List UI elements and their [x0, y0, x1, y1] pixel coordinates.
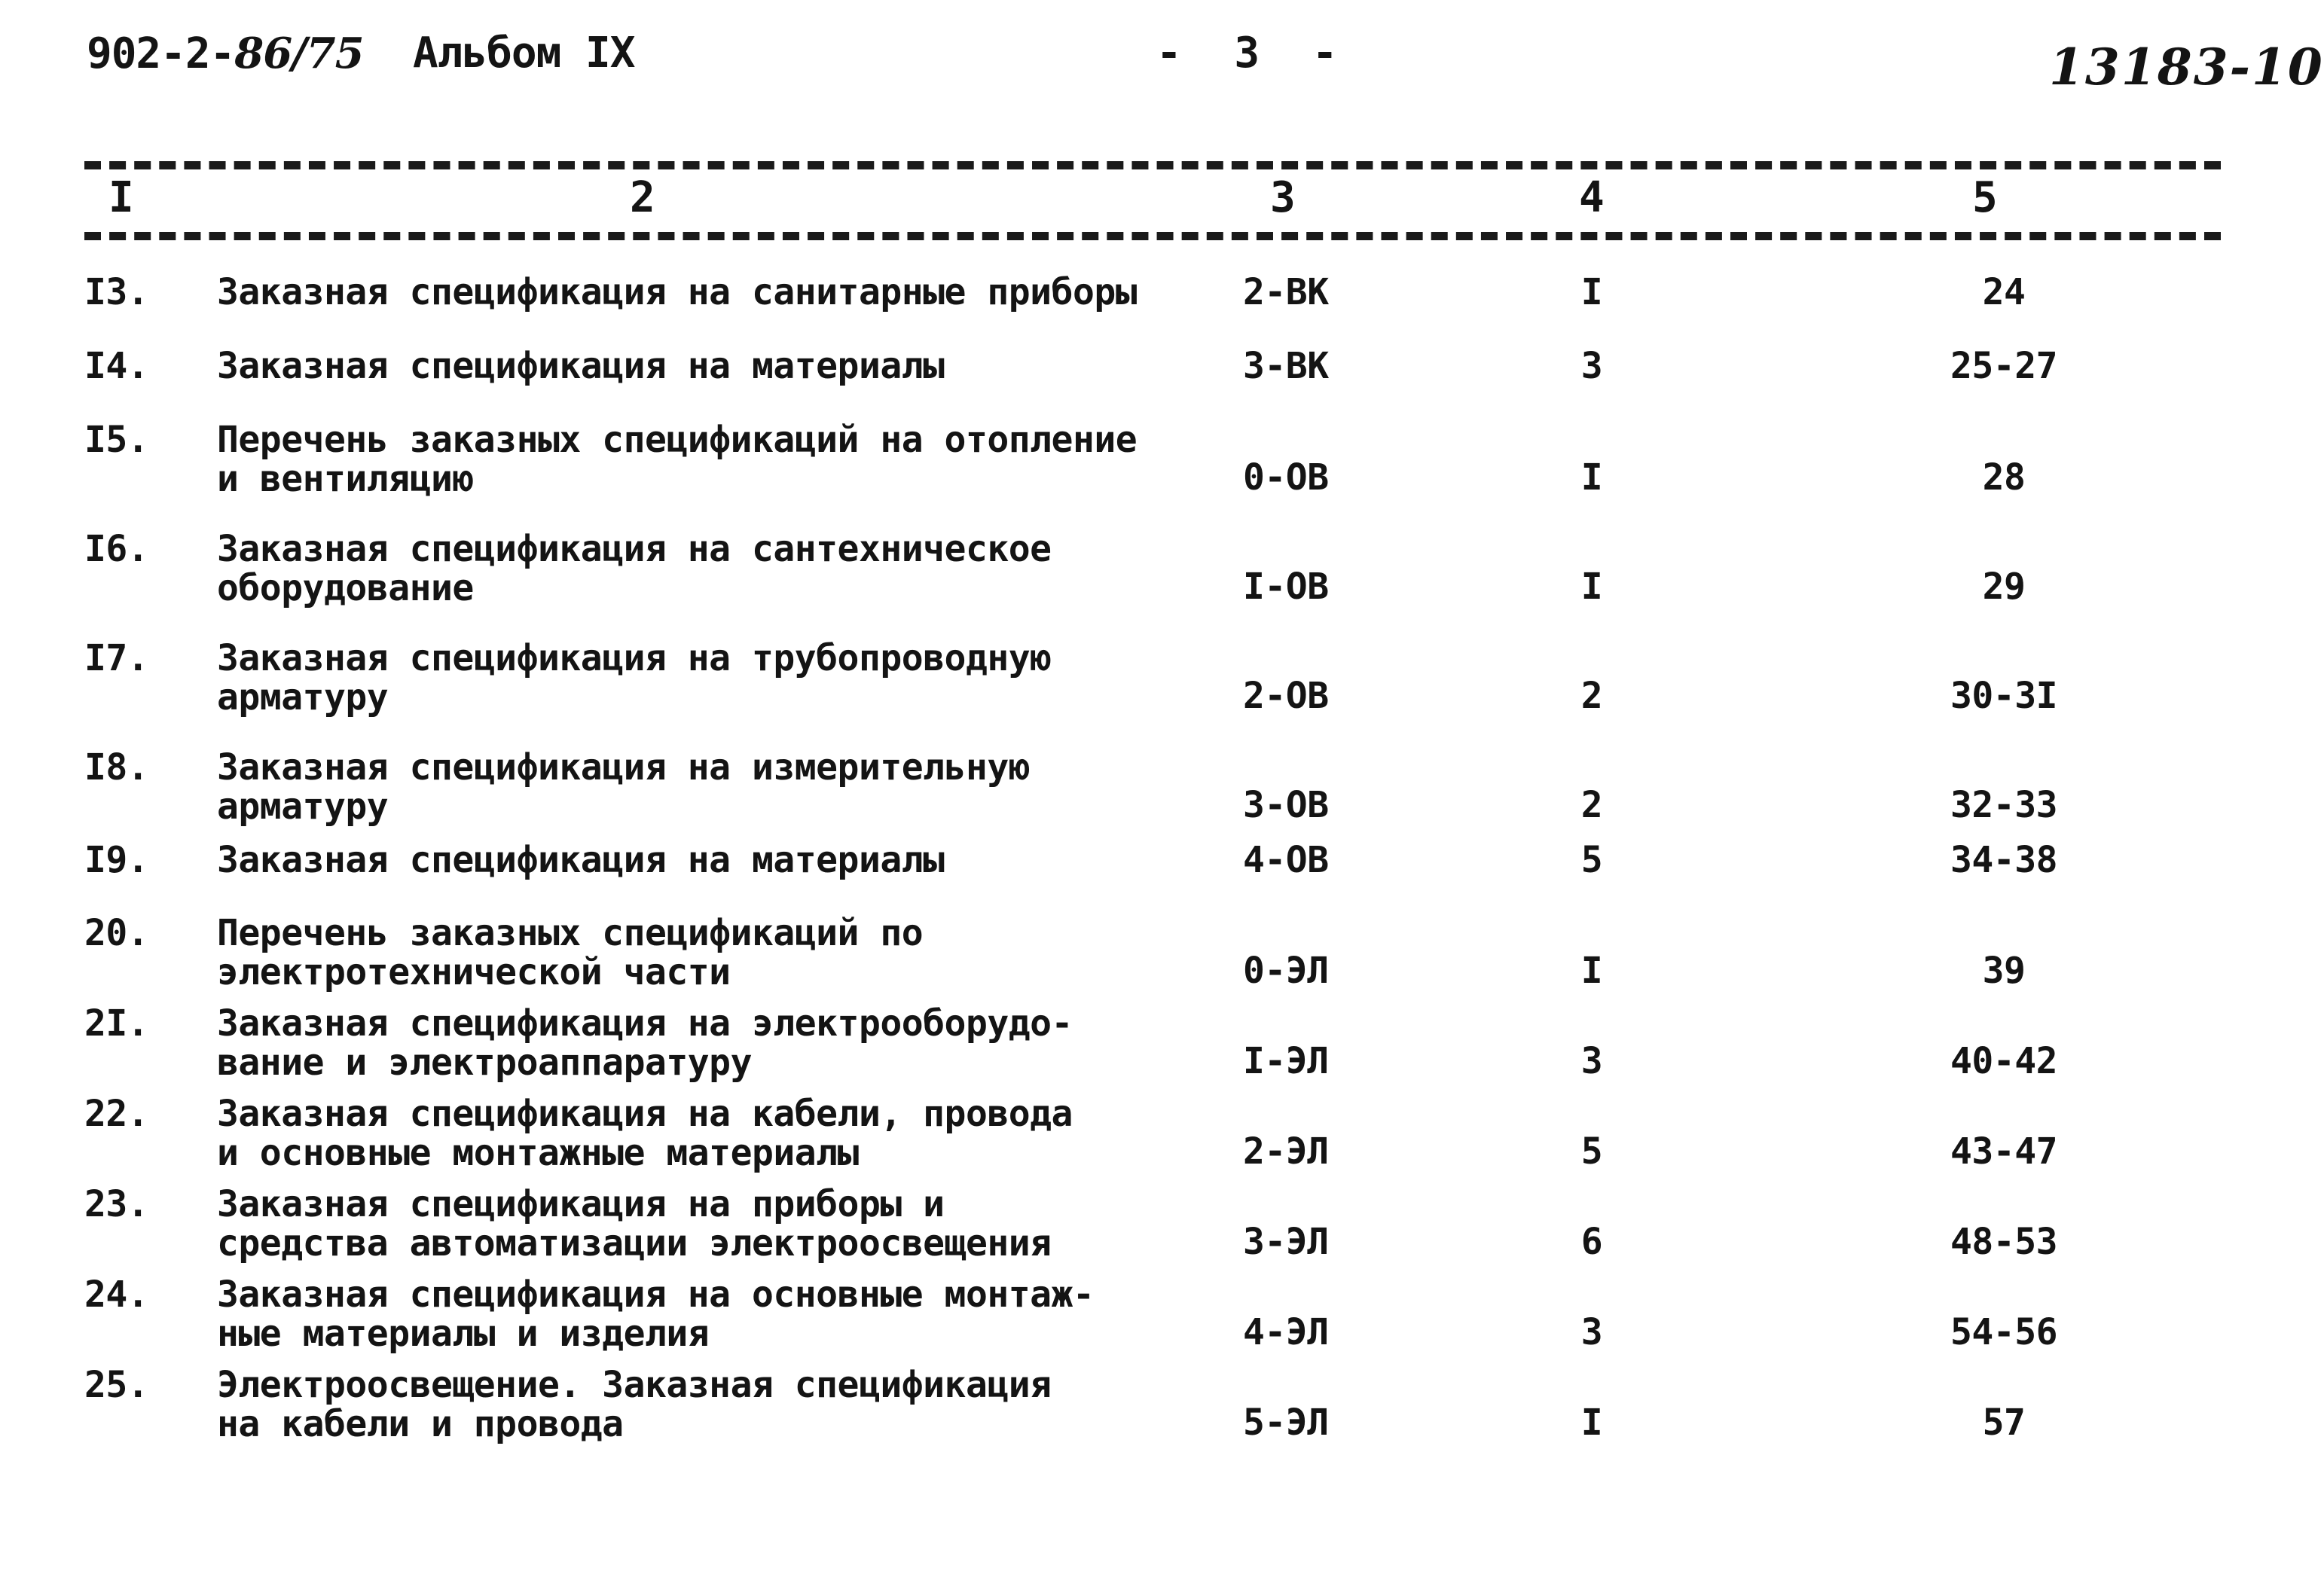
row-number: 22. — [84, 1093, 149, 1135]
row-sheets: I — [1580, 456, 1603, 499]
project-code-prefix: 902-2- — [87, 29, 235, 78]
row-sheets: 3 — [1580, 1040, 1603, 1082]
row-pages: 29 — [1982, 566, 2026, 608]
row-sheets: 5 — [1580, 839, 1603, 881]
row-sheets: 6 — [1580, 1221, 1603, 1263]
header-rule-bottom — [84, 232, 2221, 240]
row-sheets: 3 — [1580, 1311, 1603, 1353]
row-number: I4. — [84, 345, 149, 387]
row-code: I-ОВ — [1243, 566, 1329, 608]
row-title: Заказная спецификация на материалы — [217, 839, 945, 881]
row-pages: 30-3I — [1950, 675, 2057, 717]
row-number: I3. — [84, 271, 149, 313]
row-pages: 54-56 — [1950, 1311, 2057, 1353]
archive-stamp: 13183-10 — [2049, 38, 2324, 96]
row-code: 3-ОВ — [1243, 784, 1329, 826]
row-sheets: I — [1580, 950, 1603, 992]
row-number: 2I. — [84, 1002, 149, 1045]
row-pages: 40-42 — [1950, 1040, 2057, 1082]
page-number: - 3 - — [1156, 29, 1351, 78]
row-title: Заказная спецификация на материалы — [217, 345, 945, 387]
row-title: Электроосвещение. Заказная спецификация на кабели и провода — [217, 1364, 1052, 1445]
row-title: Заказная спецификация на приборы и средства автоматизации электроосвещения — [217, 1183, 1052, 1264]
row-number: 23. — [84, 1183, 149, 1225]
row-pages: 39 — [1982, 950, 2026, 992]
row-pages: 43-47 — [1950, 1130, 2057, 1173]
row-code: 3-ЭЛ — [1243, 1221, 1329, 1263]
row-title: Заказная спецификация на санитарные приборы — [217, 271, 1138, 313]
row-number: I5. — [84, 419, 149, 461]
row-pages: 57 — [1982, 1402, 2026, 1444]
row-code: 2-ЭЛ — [1243, 1130, 1329, 1173]
row-sheets: I — [1580, 566, 1603, 608]
project-code — [87, 29, 364, 78]
row-code: 2-ВК — [1243, 271, 1329, 313]
column-header-4: 4 — [1579, 173, 1605, 222]
row-number: I7. — [84, 637, 149, 679]
row-code: 5-ЭЛ — [1243, 1402, 1329, 1444]
row-number: 20. — [84, 912, 149, 954]
row-title: Заказная спецификация на электрооборудо- вание и электроаппаратуру — [217, 1002, 1073, 1084]
row-pages: 34-38 — [1950, 839, 2057, 881]
row-title: Перечень заказных спецификаций по электротехнической части — [217, 912, 924, 993]
row-pages: 24 — [1982, 271, 2026, 313]
row-code: 2-ОВ — [1243, 675, 1329, 717]
row-title: Заказная спецификация на трубопроводную арматуру — [217, 637, 1052, 718]
column-header-2: 2 — [630, 173, 655, 222]
album-label: Альбом IX — [413, 29, 635, 78]
row-code: 4-ЭЛ — [1243, 1311, 1329, 1353]
row-title: Перечень заказных спецификаций на отопление и вентиляцию — [217, 419, 1138, 500]
row-pages: 32-33 — [1950, 784, 2057, 826]
row-sheets: I — [1580, 271, 1603, 313]
row-title: Заказная спецификация на сантехническое оборудование — [217, 528, 1052, 609]
row-title: Заказная спецификация на кабели, провода и основные монтажные материалы — [217, 1093, 1073, 1174]
row-number: I9. — [84, 839, 149, 881]
row-code: 0-ОВ — [1243, 456, 1329, 499]
row-number: 24. — [84, 1274, 149, 1316]
column-header-5: 5 — [1972, 173, 1998, 222]
row-sheets: 3 — [1580, 345, 1603, 387]
column-header-1: I — [108, 173, 134, 222]
row-pages: 25-27 — [1950, 345, 2057, 387]
row-code: I-ЭЛ — [1243, 1040, 1329, 1082]
row-code: 4-ОВ — [1243, 839, 1329, 881]
row-sheets: 2 — [1580, 784, 1603, 826]
row-sheets: 5 — [1580, 1130, 1603, 1173]
row-title: Заказная спецификация на измерительную арматуру — [217, 746, 1031, 828]
row-code: 0-ЭЛ — [1243, 950, 1329, 992]
row-sheets: I — [1580, 1402, 1603, 1444]
column-header-3: 3 — [1270, 173, 1296, 222]
row-sheets: 2 — [1580, 675, 1603, 717]
row-number: I6. — [84, 528, 149, 570]
row-pages: 48-53 — [1950, 1221, 2057, 1263]
row-number: 25. — [84, 1364, 149, 1406]
row-number: I8. — [84, 746, 149, 789]
row-code: 3-ВК — [1243, 345, 1329, 387]
row-title: Заказная спецификация на основные монтаж- ные материалы и изделия — [217, 1274, 1095, 1355]
row-pages: 28 — [1982, 456, 2026, 499]
project-code-handwritten: 86/75 — [234, 29, 364, 78]
header-rule-top — [84, 161, 2221, 169]
